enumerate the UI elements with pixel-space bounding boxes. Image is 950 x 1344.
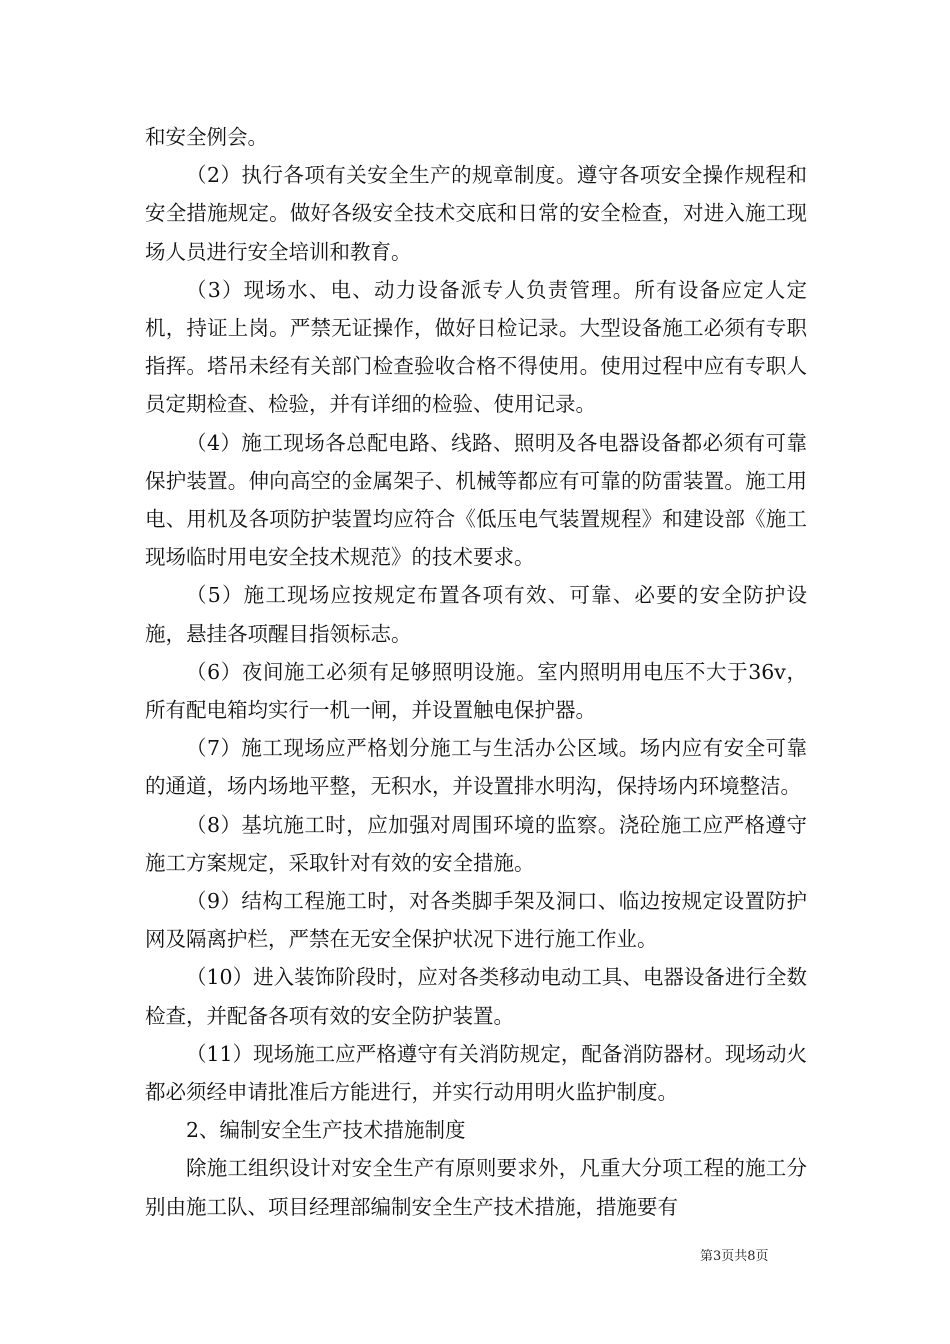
paragraph-section-body: 除施工组织设计对安全生产有原则要求外，凡重大分项工程的施工分别由施工队、项目经理部编制安全生产技术措施，措施要有 <box>145 1156 807 1219</box>
paragraph-item-9: （9）结构工程施工时，对各类脚手架及洞口、临边按规定设置防护网及隔离护栏，严禁在无安全保护状况下进行施工作业。 <box>145 889 807 952</box>
paragraph-item-4: （4）施工现场各总配电路、线路、照明及各电器设备都必须有可靠保护装置。伸向高空的金属架子、机械等都应有可靠的防雷装置。施工用电、用机及各项防护装置均应符合《低压电气装置规程》和建设部《施工现场临时用电安全技术规范》的技术要求。 <box>145 430 807 570</box>
paragraph-item-8: （8）基坑施工时，应加强对周围环境的监察。浇砼施工应严格遵守施工方案规定，采取针对有效的安全措施。 <box>145 812 807 875</box>
paragraph-item-3: （3）现场水、电、动力设备派专人负责管理。所有设备应定人定机，持证上岗。严禁无证操作，做好日检记录。大型设备施工必须有专职指挥。塔吊未经有关部门检查验收合格不得使用。使用过程中应有专职人员定期检查、检验，并有详细的检验、使用记录。 <box>145 277 807 417</box>
paragraph-item-7: （7）施工现场应严格划分施工与生活办公区域。场内应有安全可靠的通道，场内场地平整，无积水，并设置排水明沟，保持场内环境整洁。 <box>145 736 807 799</box>
paragraph-continuation: 和安全例会。 <box>145 125 268 149</box>
paragraph-item-2: （2）执行各项有关安全生产的规章制度。遵守各项安全操作规程和安全措施规定。做好各级安全技术交底和日常的安全检查，对进入施工现场人员进行安全培训和教育。 <box>145 163 807 264</box>
document-body <box>145 118 807 1226</box>
paragraph-item-11: （11）现场施工应严格遵守有关消防规定，配备消防器材。现场动火都必须经申请批准后方能进行，并实行动用明火监护制度。 <box>145 1041 807 1105</box>
page-number-footer: 第3页共8页 <box>700 1249 769 1264</box>
paragraph-item-5: （5）施工现场应按规定布置各项有效、可靠、必要的安全防护设施，悬挂各项醒目指领标志。 <box>145 583 807 646</box>
paragraph-item-10: （10）进入装饰阶段时，应对各类移动电动工具、电器设备进行全数检查，并配备各项有效的安全防护装置。 <box>145 965 807 1028</box>
section-heading: 2、编制安全生产技术措施制度 <box>186 1118 466 1143</box>
paragraph-item-6: （6）夜间施工必须有足够照明设施。室内照明用电压不大于36v，所有配电箱均实行一机一闸，并设置触电保护器。 <box>145 659 807 723</box>
